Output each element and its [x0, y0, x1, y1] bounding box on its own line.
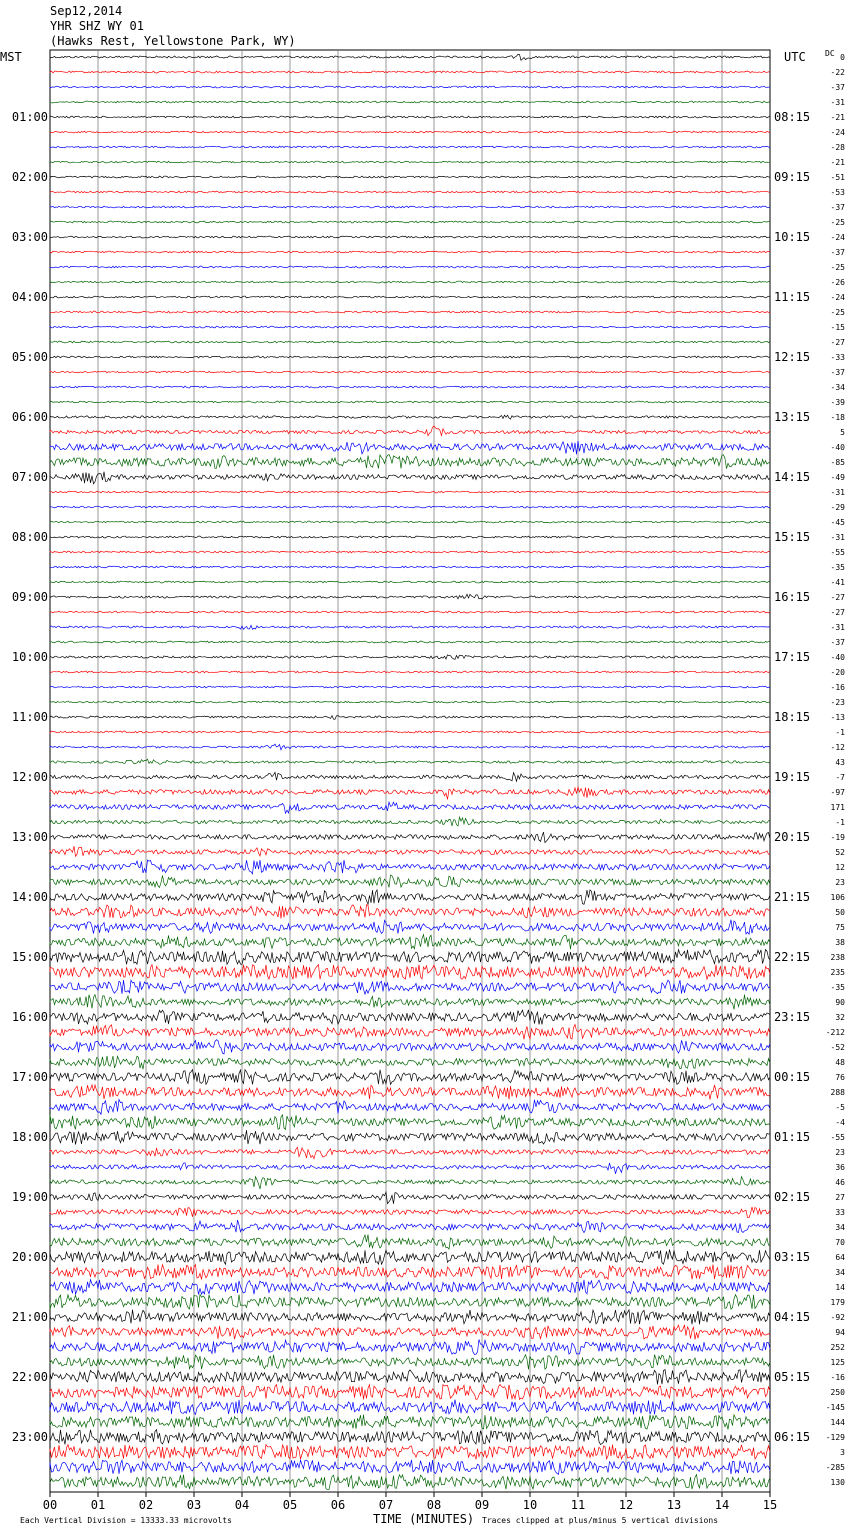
trace-line	[50, 1310, 770, 1325]
dc-offset-label: -31	[830, 98, 845, 107]
hour-label-mst: 11:00	[11, 710, 48, 724]
trace-line	[50, 1207, 770, 1218]
hour-label-mst: 14:00	[11, 890, 48, 904]
dc-offset-label: 33	[835, 1208, 845, 1217]
trace-line	[50, 802, 770, 813]
dc-offset-label: -21	[830, 158, 845, 167]
dc-offset-label: 12	[835, 863, 845, 872]
dc-offset-label: -92	[830, 1313, 845, 1322]
x-tick-label: 06	[330, 1498, 346, 1512]
hour-label-utc: 03:15	[774, 1250, 811, 1264]
dc-offset-label: 3	[840, 1448, 845, 1457]
dc-offset-label: -27	[830, 338, 845, 347]
dc-offset-label: -12	[830, 743, 845, 752]
trace-line	[50, 731, 770, 733]
trace-line	[50, 641, 770, 643]
x-tick-label: 10	[522, 1498, 538, 1512]
hour-label-utc: 17:15	[774, 650, 811, 664]
dc-offset-label: -20	[830, 668, 845, 677]
trace-line	[50, 296, 770, 298]
date-label: Sep12,2014	[50, 4, 123, 18]
hour-label-mst: 13:00	[11, 830, 48, 844]
trace-line	[50, 1280, 770, 1295]
dc-offset-label: -37	[830, 248, 845, 257]
hour-label-mst: 18:00	[11, 1130, 48, 1144]
trace-line	[50, 817, 770, 826]
hour-label-utc: 08:15	[774, 110, 811, 124]
trace-line	[50, 686, 770, 688]
dc-offset-label: -25	[830, 218, 845, 227]
dc-offset-label: -29	[830, 503, 845, 512]
dc-offset-label: -45	[830, 518, 845, 527]
trace-line	[50, 715, 770, 719]
dc-offset-label: -27	[830, 593, 845, 602]
trace-line	[50, 455, 770, 469]
hour-label-mst: 16:00	[11, 1010, 48, 1024]
dc-offset-label: -25	[830, 263, 845, 272]
dc-offset-label: 171	[830, 803, 845, 812]
trace-line	[50, 860, 770, 874]
dc-offset-label: -212	[825, 1028, 845, 1037]
dc-offset-label: -37	[830, 368, 845, 377]
dc-offset-label: 75	[835, 923, 845, 932]
dc-offset-label: -35	[830, 983, 845, 992]
hour-label-utc: 04:15	[774, 1310, 811, 1324]
x-axis-label: TIME (MINUTES)	[373, 1512, 475, 1526]
hour-label-utc: 23:15	[774, 1010, 811, 1024]
dc-offset-label: 38	[835, 938, 845, 947]
dc-offset-label: 144	[830, 1418, 845, 1427]
trace-line	[50, 1177, 770, 1189]
dc-offset-label: 94	[835, 1328, 845, 1337]
dc-offset-label: -85	[830, 458, 845, 467]
dc-offset-label: -15	[830, 323, 845, 332]
trace-line	[50, 1400, 770, 1415]
x-tick-label: 01	[90, 1498, 106, 1512]
trace-line	[50, 191, 770, 193]
trace-line	[50, 1115, 770, 1130]
dc-offset-label: 32	[835, 1013, 845, 1022]
dc-offset-label: 48	[835, 1058, 845, 1067]
dc-offset-label: -24	[830, 293, 845, 302]
dc-offset-label: -40	[830, 653, 845, 662]
hour-label-mst: 06:00	[11, 410, 48, 424]
hour-label-mst: 03:00	[11, 230, 48, 244]
dc-offset-label: -285	[825, 1463, 845, 1472]
trace-line	[50, 772, 770, 781]
trace-line	[50, 1475, 770, 1490]
trace-line	[50, 1370, 770, 1385]
hour-label-mst: 01:00	[11, 110, 48, 124]
trace-line	[50, 935, 770, 950]
trace-line	[50, 759, 770, 764]
hour-label-utc: 00:15	[774, 1070, 811, 1084]
trace-line	[50, 251, 770, 253]
x-tick-label: 14	[714, 1498, 730, 1512]
trace-line	[50, 71, 770, 73]
trace-line	[50, 536, 770, 538]
dc-label: DC	[825, 49, 835, 58]
trace-line	[50, 54, 770, 60]
trace-line	[50, 1220, 770, 1232]
dc-offset-label: 90	[835, 998, 845, 1007]
trace-line	[50, 875, 770, 887]
dc-offset-label: -33	[830, 353, 845, 362]
hour-label-utc: 18:15	[774, 710, 811, 724]
dc-offset-label: 23	[835, 878, 845, 887]
trace-line	[50, 1147, 770, 1158]
scale-note: Each Vertical Division = 13333.33 microvolts	[20, 1516, 232, 1525]
trace-line	[50, 701, 770, 703]
trace-line	[50, 506, 770, 508]
dc-offset-label: -37	[830, 203, 845, 212]
dc-offset-label: -51	[830, 173, 845, 182]
dc-offset-label: 238	[830, 953, 845, 962]
x-tick-label: 07	[378, 1498, 394, 1512]
clip-note: Traces clipped at plus/minus 5 vertical divisions	[482, 1516, 719, 1525]
x-tick-label: 15	[762, 1498, 778, 1512]
dc-offset-label: -31	[830, 623, 845, 632]
trace-line	[50, 744, 770, 750]
trace-line	[50, 86, 770, 88]
trace-line	[50, 832, 770, 842]
hour-label-utc: 05:15	[774, 1370, 811, 1384]
hour-label-mst: 02:00	[11, 170, 48, 184]
dc-offset-label: -19	[830, 833, 845, 842]
hour-label-utc: 01:15	[774, 1130, 811, 1144]
dc-offset-label: 70	[835, 1238, 845, 1247]
dc-offset-label: -40	[830, 443, 845, 452]
trace-line	[50, 566, 770, 568]
dc-offset-label: -55	[830, 1133, 845, 1142]
dc-offset-label: 235	[830, 968, 845, 977]
trace-line	[50, 1295, 770, 1310]
hour-label-utc: 13:15	[774, 410, 811, 424]
dc-offset-label: 250	[830, 1388, 845, 1397]
dc-offset-label: 46	[835, 1178, 845, 1187]
dc-offset-label: -5	[835, 1103, 845, 1112]
trace-line	[50, 1025, 770, 1040]
trace-line	[50, 221, 770, 223]
x-tick-label: 12	[618, 1498, 634, 1512]
hour-label-utc: 14:15	[774, 470, 811, 484]
dc-offset-label: -22	[830, 68, 845, 77]
trace-line	[50, 1192, 770, 1204]
dc-offset-label: -24	[830, 128, 845, 137]
dc-offset-label: -52	[830, 1043, 845, 1052]
trace-line	[50, 787, 770, 799]
trace-line	[50, 441, 770, 454]
trace-line	[50, 1100, 770, 1115]
dc-offset-label: -39	[830, 398, 845, 407]
hour-label-mst: 07:00	[11, 470, 48, 484]
dc-offset-label: -34	[830, 383, 845, 392]
trace-line	[50, 116, 770, 118]
right-zone-label: UTC	[784, 50, 806, 64]
hour-label-utc: 10:15	[774, 230, 811, 244]
dc-offset-label: 36	[835, 1163, 845, 1172]
trace-line	[50, 281, 770, 283]
dc-offset-label: -53	[830, 188, 845, 197]
dc-offset-label: -7	[835, 773, 845, 782]
trace-line	[50, 995, 770, 1010]
trace-line	[50, 1130, 770, 1144]
trace-line	[50, 426, 770, 436]
trace-line	[50, 1265, 770, 1280]
trace-line	[50, 1430, 770, 1445]
trace-line	[50, 1070, 770, 1085]
trace-line	[50, 1010, 770, 1025]
trace-line	[50, 611, 770, 613]
hour-label-utc: 12:15	[774, 350, 811, 364]
x-tick-label: 04	[234, 1498, 250, 1512]
dc-offset-label: 23	[835, 1148, 845, 1157]
trace-line	[50, 581, 770, 583]
hour-label-utc: 16:15	[774, 590, 811, 604]
location-label: (Hawks Rest, Yellowstone Park, WY)	[50, 34, 296, 48]
dc-offset-label: 64	[835, 1253, 845, 1262]
trace-line	[50, 1325, 770, 1340]
dc-offset-label: -37	[830, 638, 845, 647]
dc-offset-label: 14	[835, 1283, 845, 1292]
trace-line	[50, 206, 770, 208]
dc-offset-label: -55	[830, 548, 845, 557]
left-zone-label: MST	[0, 50, 22, 64]
x-tick-label: 03	[186, 1498, 202, 1512]
dc-offset-label: 76	[835, 1073, 845, 1082]
trace-line	[50, 655, 770, 659]
dc-offset-label: -31	[830, 488, 845, 497]
trace-line	[50, 671, 770, 673]
trace-line	[50, 1163, 770, 1174]
trace-line	[50, 594, 770, 599]
trace-line	[50, 266, 770, 268]
dc-offset-label: -49	[830, 473, 845, 482]
trace-line	[50, 146, 770, 148]
dc-offset-label: 27	[835, 1193, 845, 1202]
trace-line	[50, 1235, 770, 1250]
trace-line	[50, 415, 770, 419]
dc-offset-label: 52	[835, 848, 845, 857]
hour-label-utc: 20:15	[774, 830, 811, 844]
dc-offset-label: -1	[835, 818, 845, 827]
dc-offset-label: -28	[830, 143, 845, 152]
hour-label-mst: 17:00	[11, 1070, 48, 1084]
hour-label-utc: 02:15	[774, 1190, 811, 1204]
trace-line	[50, 386, 770, 388]
dc-offset-label: -16	[830, 683, 845, 692]
trace-line	[50, 1445, 770, 1460]
hour-label-utc: 06:15	[774, 1430, 811, 1444]
dc-offset-label: 34	[835, 1223, 845, 1232]
trace-line	[50, 1040, 770, 1054]
station-label: YHR SHZ WY 01	[50, 19, 144, 33]
trace-line	[50, 551, 770, 553]
hour-label-mst: 04:00	[11, 290, 48, 304]
x-tick-label: 11	[570, 1498, 586, 1512]
dc-offset-label: -16	[830, 1373, 845, 1382]
trace-line	[50, 176, 770, 178]
dc-offset-label: -129	[825, 1433, 845, 1442]
trace-line	[50, 625, 770, 629]
dc-offset-label: -21	[830, 113, 845, 122]
hour-label-mst: 05:00	[11, 350, 48, 364]
hour-label-utc: 19:15	[774, 770, 811, 784]
trace-line	[50, 905, 770, 919]
trace-line	[50, 311, 770, 313]
trace-line	[50, 1250, 770, 1265]
trace-line	[50, 980, 770, 994]
trace-line	[50, 472, 770, 484]
hour-label-mst: 20:00	[11, 1250, 48, 1264]
dc-offset-label: 43	[835, 758, 845, 767]
hour-label-mst: 22:00	[11, 1370, 48, 1384]
dc-offset-label: 130	[830, 1478, 845, 1487]
dc-offset-label: 288	[830, 1088, 845, 1097]
x-tick-label: 09	[474, 1498, 490, 1512]
dc-offset-label: 106	[830, 893, 845, 902]
trace-line	[50, 890, 770, 904]
hour-label-utc: 21:15	[774, 890, 811, 904]
dc-offset-label: -97	[830, 788, 845, 797]
trace-line	[50, 356, 770, 358]
dc-offset-label: -4	[835, 1118, 845, 1127]
trace-line	[50, 950, 770, 965]
trace-line	[50, 341, 770, 343]
dc-offset-label: -23	[830, 698, 845, 707]
trace-line	[50, 521, 770, 523]
dc-offset-label: -25	[830, 308, 845, 317]
x-tick-label: 08	[426, 1498, 442, 1512]
trace-line	[50, 1340, 770, 1355]
trace-line	[50, 1460, 770, 1474]
x-tick-label: 00	[42, 1498, 58, 1512]
hour-label-mst: 21:00	[11, 1310, 48, 1324]
dc-offset-label: 50	[835, 908, 845, 917]
trace-line	[50, 161, 770, 163]
trace-line	[50, 1056, 770, 1069]
dc-offset-label: -24	[830, 233, 845, 242]
trace-line	[50, 965, 770, 980]
trace-line	[50, 920, 770, 934]
hour-label-mst: 23:00	[11, 1430, 48, 1444]
hour-label-mst: 12:00	[11, 770, 48, 784]
dc-offset-label: -26	[830, 278, 845, 287]
trace-line	[50, 236, 770, 238]
trace-line	[50, 131, 770, 133]
x-tick-label: 02	[138, 1498, 154, 1512]
dc-offset-label: -18	[830, 413, 845, 422]
hour-label-mst: 09:00	[11, 590, 48, 604]
trace-line	[50, 491, 770, 493]
dc-offset-label: -1	[835, 728, 845, 737]
hour-label-utc: 22:15	[774, 950, 811, 964]
hour-label-mst: 19:00	[11, 1190, 48, 1204]
dc-offset-label: -41	[830, 578, 845, 587]
dc-offset-label: -27	[830, 608, 845, 617]
dc-offset-label: -37	[830, 83, 845, 92]
trace-line	[50, 1085, 770, 1099]
dc-offset-label: 125	[830, 1358, 845, 1367]
dc-offset-label: 5	[840, 428, 845, 437]
hour-label-mst: 15:00	[11, 950, 48, 964]
hour-label-mst: 08:00	[11, 530, 48, 544]
hour-label-utc: 11:15	[774, 290, 811, 304]
hour-label-utc: 09:15	[774, 170, 811, 184]
hour-label-utc: 15:15	[774, 530, 811, 544]
dc-offset-label: 179	[830, 1298, 845, 1307]
dc-offset-label: -35	[830, 563, 845, 572]
trace-line	[50, 326, 770, 328]
trace-line	[50, 846, 770, 856]
dc-offset-label: -13	[830, 713, 845, 722]
trace-line	[50, 371, 770, 373]
trace-line	[50, 1415, 770, 1430]
dc-offset-label: -31	[830, 533, 845, 542]
trace-line	[50, 101, 770, 103]
dc-offset-label: 0	[840, 53, 845, 62]
dc-offset-label: 252	[830, 1343, 845, 1352]
dc-offset-label: -145	[825, 1403, 845, 1412]
trace-line	[50, 401, 770, 403]
x-tick-label: 05	[282, 1498, 298, 1512]
x-tick-label: 13	[666, 1498, 682, 1512]
trace-line	[50, 1355, 770, 1370]
trace-line	[50, 1385, 770, 1400]
hour-label-mst: 10:00	[11, 650, 48, 664]
dc-offset-label: 34	[835, 1268, 845, 1277]
